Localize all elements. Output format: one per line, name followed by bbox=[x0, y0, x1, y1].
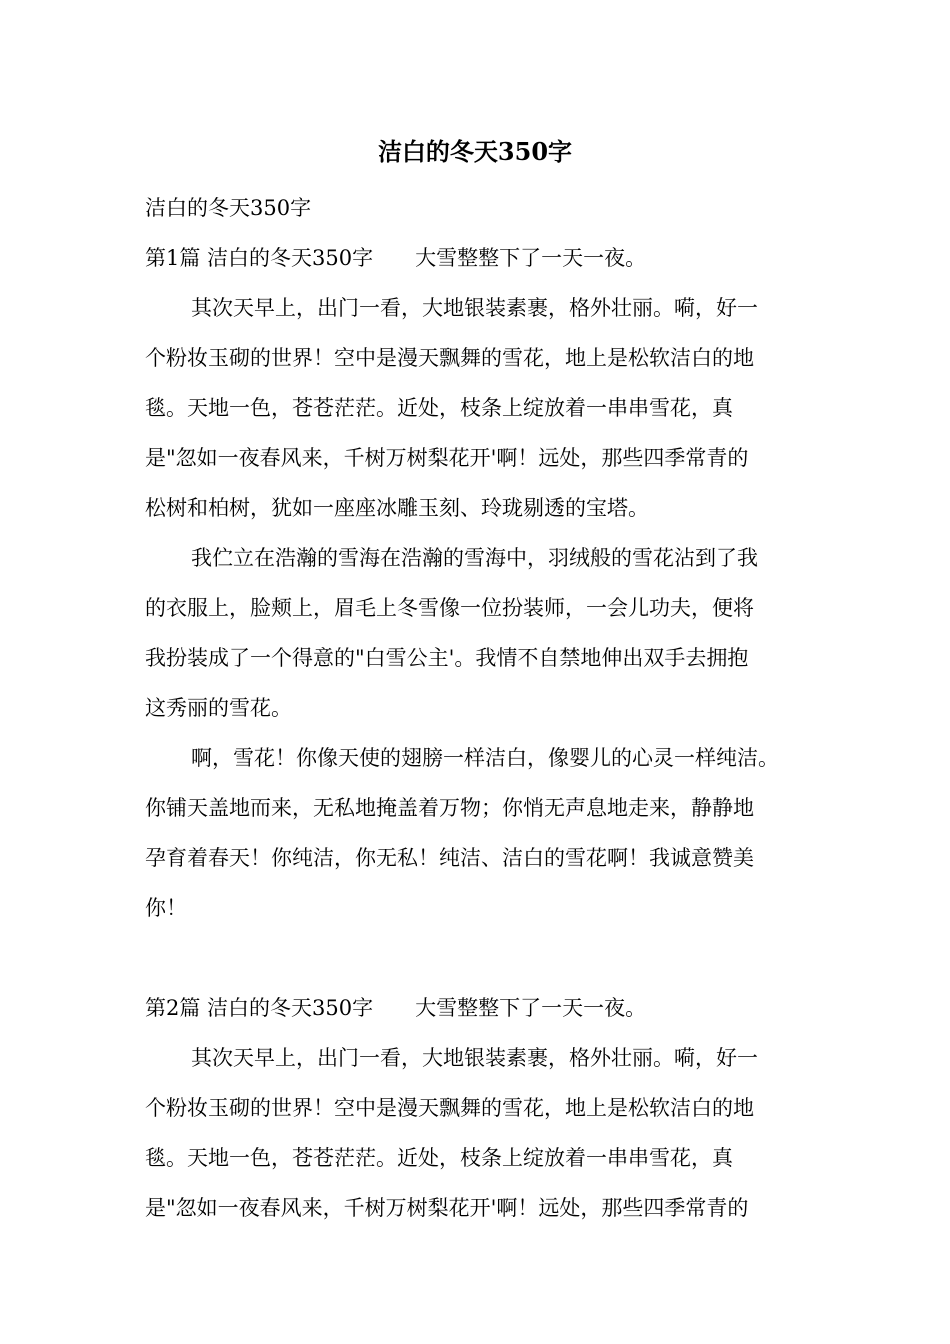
text-line: 啊，雪花！你像天使的翅膀一样洁白，像婴儿的心灵一样纯洁。 bbox=[191, 746, 779, 770]
text-line: 毯。天地一色，苍苍茫茫。近处，枝条上绽放着一串串雪花，真 bbox=[145, 1146, 733, 1170]
part1-heading-line bbox=[145, 233, 825, 283]
text-line: 个粉妆玉砌的世界！空中是漫天飘舞的雪花，地上是松软洁白的地 bbox=[145, 346, 754, 370]
text-line: 我伫立在浩瀚的雪海在浩瀚的雪海中，羽绒般的雪花沾到了我 bbox=[191, 546, 758, 570]
part2-heading: 第2篇 洁白的冬天350字 bbox=[145, 996, 374, 1020]
text-line: 你铺天盖地而来，无私地掩盖着万物；你悄无声息地走来，静静地 bbox=[145, 796, 754, 820]
text-line: 的衣服上，脸颊上，眉毛上冬雪像一位扮装师，一会儿功夫，便将 bbox=[145, 596, 754, 620]
text-line: 你！ bbox=[145, 896, 187, 920]
text-line: 个粉妆玉砌的世界！空中是漫天飘舞的雪花，地上是松软洁白的地 bbox=[145, 1096, 754, 1120]
text-line: 是"忽如一夜春风来，千树万树梨花开'啊！远处，那些四季常青的 bbox=[145, 446, 749, 470]
text-line: 松树和柏树，犹如一座座冰雕玉刻、玲珑剔透的宝塔。 bbox=[145, 496, 649, 520]
part1-heading: 第1篇 洁白的冬天350字 bbox=[145, 246, 374, 270]
text-line: 这秀丽的雪花。 bbox=[145, 696, 292, 720]
part1-heading-continuation: 大雪整整下了一天一夜。 bbox=[415, 246, 647, 270]
part2-paragraph-1 bbox=[145, 1033, 825, 1233]
part2-heading-continuation: 大雪整整下了一天一夜。 bbox=[415, 996, 647, 1020]
text-line: 是"忽如一夜春风来，千树万树梨花开'啊！远处，那些四季常青的 bbox=[145, 1196, 749, 1220]
subtitle-line: 洁白的冬天350字 bbox=[145, 196, 312, 220]
section-spacer bbox=[145, 933, 825, 983]
document-body bbox=[145, 183, 825, 1233]
document-title: 洁白的冬天350字 bbox=[377, 137, 573, 166]
text-line: 其次天早上，出门一看，大地银装素裹，格外壮丽。嗬，好一 bbox=[191, 1046, 758, 1070]
part1-paragraph-1 bbox=[145, 283, 825, 533]
part1-paragraph-2 bbox=[145, 533, 825, 733]
part1-paragraph-3 bbox=[145, 733, 825, 933]
text-line: 我扮装成了一个得意的"白雪公主'。我情不自禁地伸出双手去拥抱 bbox=[145, 646, 749, 670]
text-line: 其次天早上，出门一看，大地银装素裹，格外壮丽。嗬，好一 bbox=[191, 296, 758, 320]
part2-heading-line bbox=[145, 983, 825, 1033]
text-line: 孕育着春天！你纯洁，你无私！纯洁、洁白的雪花啊！我诚意赞美 bbox=[145, 846, 754, 870]
text-line: 毯。天地一色，苍苍茫茫。近处，枝条上绽放着一串串雪花，真 bbox=[145, 396, 733, 420]
